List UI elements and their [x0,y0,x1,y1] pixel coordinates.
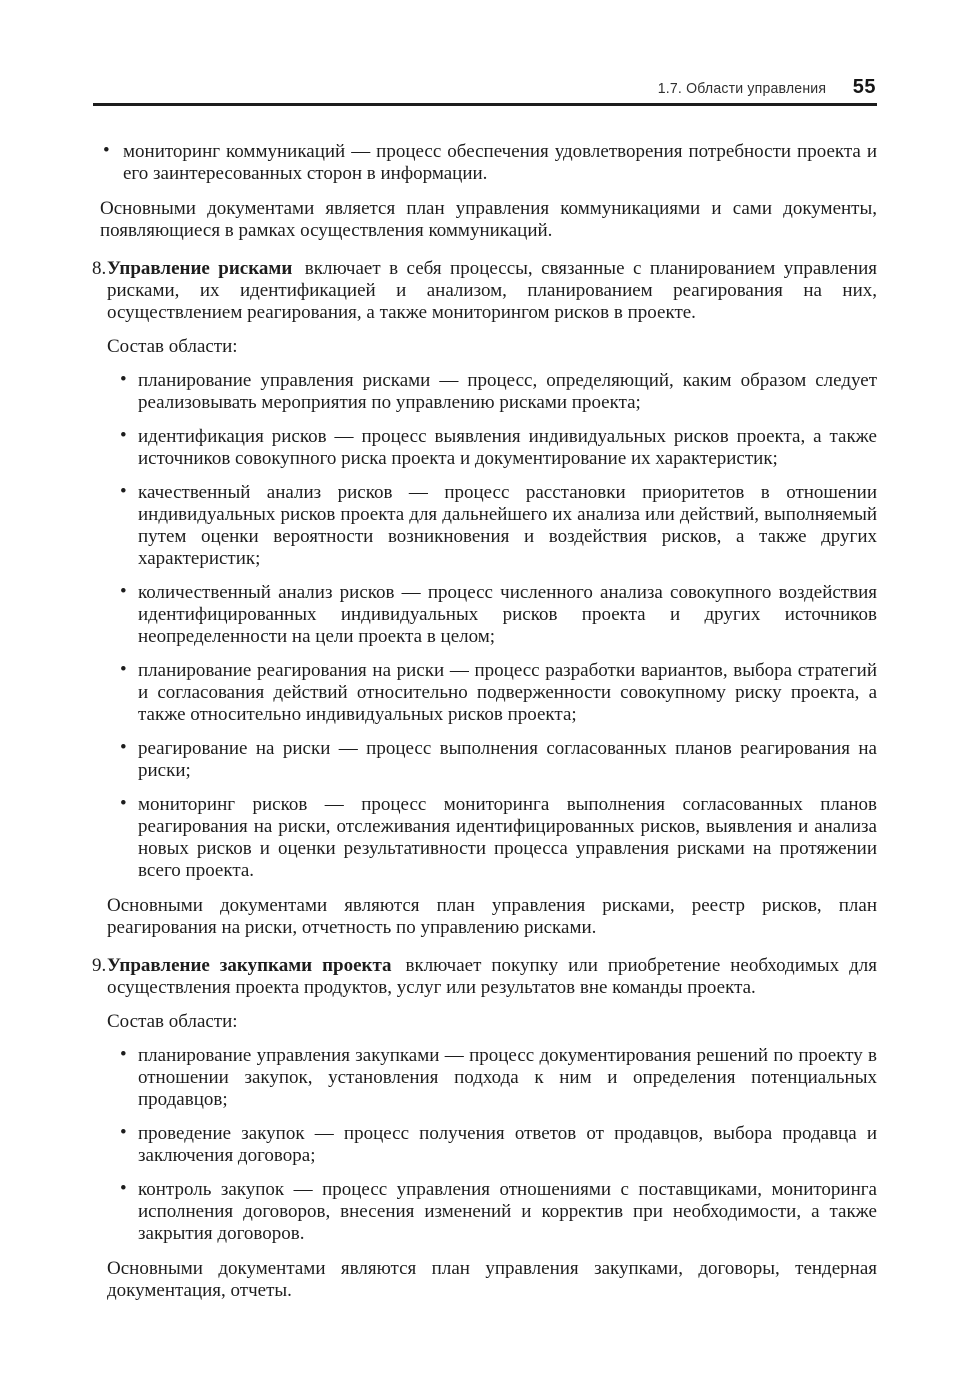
note-paragraph: Основными документами являются план управления закупками, договоры, тендерная документация, отчеты. [107,1258,877,1301]
bullet-list [107,370,877,882]
list-item [107,794,877,882]
bullet-icon: • [120,659,127,680]
bullet-icon: • [120,1178,127,1199]
numbered-item-8 [92,258,877,939]
bullet-text: мониторинг рисков — процесс мониторинга выполнения согласованных планов реагирования на риски, отслеживания идентифицированных рисков, выявления и анализа новых рисков и оценки результативности процесса управления рисками на протяжении всего проекта. [138,794,877,881]
bullet-list [107,1045,877,1245]
bullet-text: качественный анализ рисков — процесс расстановки приоритетов в отношении индивидуальных рисков проекта для дальнейшего их анализа или действий, выполняемый путем оценки вероятности возникновения и воздействия рисков, а также других характеристик; [138,482,877,569]
running-title: 1.7. Области управления [657,80,826,97]
content [92,140,878,1302]
bullet-icon: • [120,737,127,758]
bullet-icon: • [120,793,127,814]
bullet-text: идентификация рисков — процесс выявления индивидуальных рисков проекта, а также источников совокупного риска проекта и документирование их характеристик; [138,426,877,469]
list-item [107,582,877,648]
item-body [107,258,877,939]
list-item [107,370,877,414]
list-item [107,1179,877,1245]
item-number: 9. [92,955,107,976]
section-subheading: Состав области: [107,1011,238,1032]
bullet-text: реагирование на риски — процесс выполнения согласованных планов реагирования на риски; [138,738,877,781]
item-text: включает покупку или приобретение необходимых для осуществления проекта продуктов, услуг или результатов вне команды проекта. [107,955,877,998]
bullet-text: планирование управления рисками — процесс, определяющий, каким образом следует реализовывать мероприятия по управлению рисками проекта; [138,370,877,413]
note-paragraph: Основными документами является план управления коммуникациями и сами документы, появляющиеся в рамках осуществления коммуникаций. [100,198,877,241]
bullet-icon: • [120,1044,127,1065]
list-item [107,1123,877,1167]
bullet-icon: • [120,481,127,502]
bullet-text: количественный анализ рисков — процесс численного анализа совокупного воздействия идентифицированных индивидуальных рисков проекта и других источников неопределенности на цели проекта в целом; [138,582,877,647]
list-item [107,1045,877,1111]
item-title: Управление рисками [107,258,293,279]
list-item [100,141,877,185]
item-lead [107,258,877,324]
bullet-icon: • [120,425,127,446]
bullet-text: мониторинг коммуникаций — процесс обеспечения удовлетворения потребности проекта и его заинтересованных сторон в информации. [123,141,877,184]
bullet-text: контроль закупок — процесс управления отношениями с поставщиками, мониторинга исполнения договоров, внесения изменений и корректив при необходимости, а также закрытия договоров. [138,1179,877,1244]
note-paragraph: Основными документами являются план управления рисками, реестр рисков, план реагирования на риски, отчетность по управлению рисками. [107,895,877,938]
list-item [107,426,877,470]
bullet-text: проведение закупок — процесс получения ответов от продавцов, выбора продавца и заключения договора; [138,1123,877,1166]
section-subheading: Состав области: [107,336,238,357]
bullet-list [100,141,877,185]
bullet-icon: • [120,581,127,602]
numbered-item-9 [92,955,877,1302]
item-lead [107,955,877,999]
list-item [107,482,877,570]
page-header [647,76,876,99]
item-body [107,955,877,1302]
page-number: 55 [852,76,876,98]
bullet-icon: • [120,369,127,390]
item-number: 8. [92,258,107,279]
header-rule [93,103,877,106]
list-item [107,660,877,726]
bullet-text: планирование управления закупками — процесс документирования решений по проекту в отношении закупок, установления подхода к ним и определения потенциальных продавцов; [138,1045,877,1110]
bullet-icon: • [120,1122,127,1143]
list-item [107,738,877,782]
item-title: Управление закупками проекта [107,955,392,976]
intro-section [100,141,877,242]
item-text: включает в себя процессы, связанные с планированием управления рисками, их идентификацией и анализом, планированием реагирования на них, осуществлением реагирования, а также мониторингом рисков в проекте. [107,258,878,323]
bullet-text: планирование реагирования на риски — процесс разработки вариантов, выбора стратегий и согласования действий относительно подверженности совокупному риску проекта, а также относительно индивидуальных рисков проекта; [138,660,877,725]
bullet-icon: • [103,140,110,161]
